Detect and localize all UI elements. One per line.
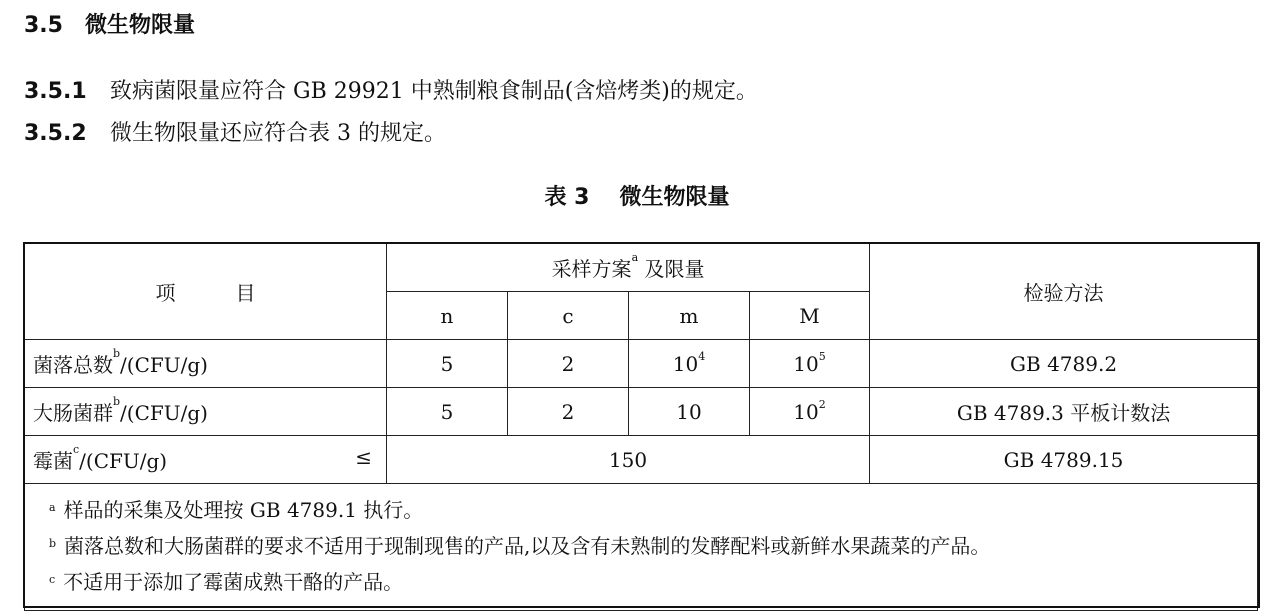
- table-row: [25, 388, 1258, 436]
- cell-M-exponent: 5: [818, 349, 826, 363]
- table-row: [25, 436, 1258, 484]
- row-item: [25, 436, 387, 484]
- cell-M-exponent: 2: [818, 397, 826, 411]
- clause-text: 致病菌限量应符合 GB 29921 中熟制粮食制品(含焙烤类)的规定。: [110, 79, 758, 104]
- note-mark: a: [49, 501, 56, 514]
- header-method: 检验方法: [870, 244, 1258, 340]
- leq-symbol: ≤: [355, 445, 372, 469]
- table-caption: [0, 180, 1274, 211]
- row-item: [25, 388, 387, 436]
- row-item: [25, 340, 387, 388]
- header-sampling-plan: [387, 244, 870, 292]
- footnote-mark: c: [73, 443, 80, 456]
- header-item-char-2: 目: [235, 281, 256, 305]
- footnote-mark: b: [113, 395, 121, 408]
- row-item-name: 霉菌: [33, 449, 73, 473]
- note-b: [49, 528, 1257, 564]
- clause-number: 3.5.2: [24, 121, 87, 146]
- section-number: 3.5: [24, 13, 63, 38]
- header-item-char-1: 项: [155, 281, 176, 305]
- header-sampling-suffix: 及限量: [638, 257, 705, 281]
- footnote-mark: a: [631, 251, 639, 264]
- row-item-name: 大肠菌群: [33, 401, 113, 425]
- clause-3-5-2: [24, 116, 446, 147]
- note-text: 不适用于添加了霉菌成熟干酪的产品。: [63, 570, 404, 594]
- footnote-mark: b: [113, 347, 121, 360]
- cell-limit: 150: [387, 436, 870, 484]
- cell-c: 2: [508, 388, 629, 436]
- note-a: [49, 492, 1257, 528]
- row-item-unit: /(CFU/g): [120, 353, 208, 377]
- note-text: 样品的采集及处理按 GB 4789.1 执行。: [63, 498, 424, 522]
- note-text: 菌落总数和大肠菌群的要求不适用于现制现售的产品,以及含有未熟制的发酵配料或新鲜水果蔬菜的产品。: [64, 534, 991, 558]
- cell-method: GB 4789.3 平板计数法: [870, 388, 1258, 436]
- table-caption-title: 微生物限量: [619, 185, 730, 210]
- cell-M-base: 10: [793, 399, 819, 424]
- clause-text: 微生物限量还应符合表 3 的规定。: [110, 121, 446, 146]
- header-item: [25, 244, 387, 340]
- header-n: n: [387, 292, 508, 340]
- note-mark: c: [49, 573, 56, 586]
- header-m: m: [629, 292, 750, 340]
- header-M: M: [750, 292, 870, 340]
- cell-m-exponent: 4: [698, 349, 706, 363]
- row-item-unit: /(CFU/g): [79, 449, 168, 473]
- cell-m: [629, 340, 750, 388]
- row-item-unit: /(CFU/g): [120, 401, 208, 425]
- microbial-limits-table: [24, 243, 1258, 611]
- cell-method: GB 4789.2: [870, 340, 1258, 388]
- cell-M-base: 10: [793, 351, 819, 376]
- table-row: [25, 340, 1258, 388]
- clause-3-5-1: [24, 74, 758, 105]
- cell-M: [750, 340, 870, 388]
- section-title: 微生物限量: [84, 13, 195, 38]
- header-sampling-text: 采样方案: [551, 257, 632, 281]
- cell-m: 10: [629, 388, 750, 436]
- cell-m-base: 10: [672, 351, 699, 376]
- clause-number: 3.5.1: [24, 79, 87, 104]
- cell-c: 2: [508, 340, 629, 388]
- cell-M: [750, 388, 870, 436]
- section-heading: [24, 8, 195, 39]
- note-c: [49, 564, 1257, 600]
- table-notes: [25, 484, 1258, 611]
- cell-n: 5: [387, 388, 508, 436]
- row-item-name: 菌落总数: [33, 353, 113, 377]
- cell-n: 5: [387, 340, 508, 388]
- table-notes-row: [25, 484, 1258, 611]
- note-mark: b: [49, 537, 57, 550]
- header-c: c: [508, 292, 629, 340]
- cell-method: GB 4789.15: [870, 436, 1258, 484]
- table-header-row: [25, 244, 1258, 292]
- table-caption-label: 表 3: [544, 185, 590, 210]
